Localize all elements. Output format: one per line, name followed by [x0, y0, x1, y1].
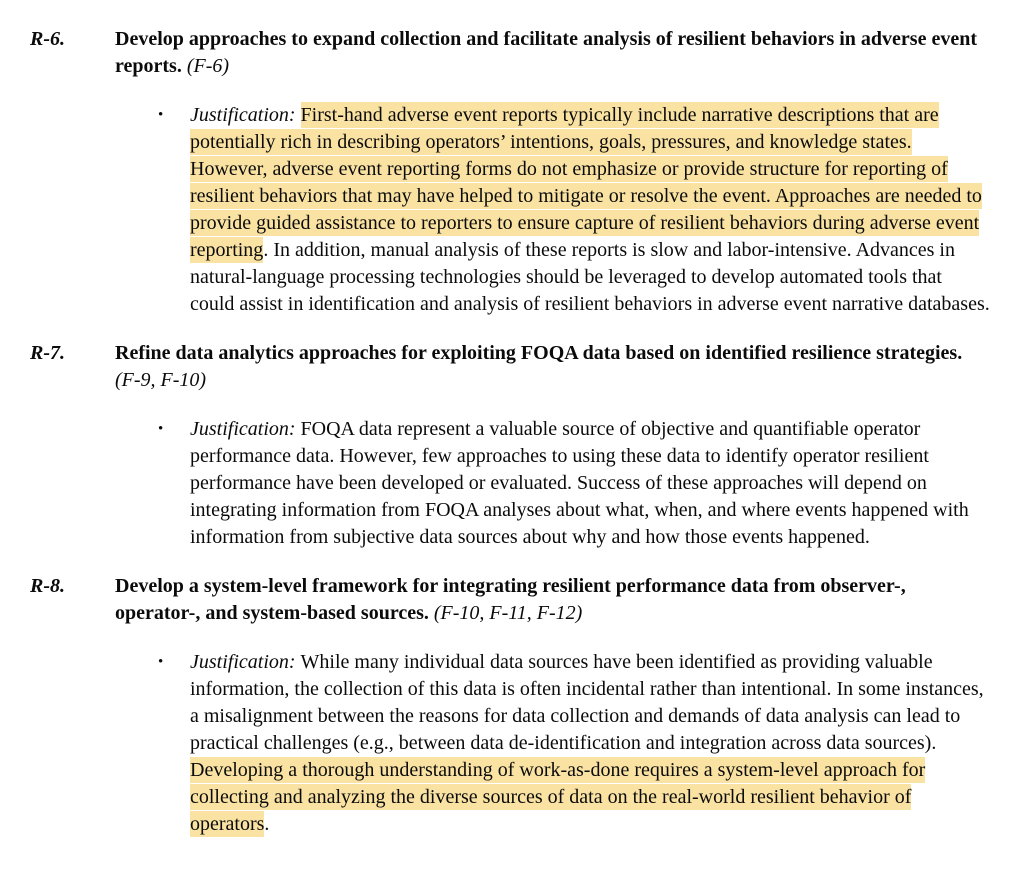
recommendation-section [30, 26, 990, 318]
heading-row [30, 573, 990, 627]
section-label: R-8. [30, 575, 65, 597]
justification-text [190, 649, 990, 838]
justification-label: Justification: [190, 104, 301, 126]
justification [158, 102, 990, 318]
section-heading [115, 573, 990, 627]
justification-text [190, 102, 990, 318]
justification-segments [190, 418, 969, 548]
highlighted-text-segment: First-hand adverse event reports typically include narrative descriptions that are potentially rich in describing operators’ intentions, goals, pressures, and knowledge states. However, adverse event reporting forms do not emphasize or provide structure for reporting of resilient behaviors that may have helped to mitigate or resolve the event. Approaches are needed to provide guided assistance to reporters to ensure capture of resilient behaviors during adverse event reporting [190, 104, 982, 261]
recommendation-section [30, 340, 990, 551]
bullet-icon: • [158, 421, 164, 437]
highlighted-text-segment: Developing a thorough understanding of work-as-done requires a system-level approach for collecting and analyzing the diverse sources of data on the real-world resilient behavior of operators [190, 759, 926, 835]
heading-ref: (F-6) [186, 55, 230, 77]
justification [158, 649, 990, 838]
heading-row [30, 26, 990, 80]
justification-segments [190, 651, 984, 837]
section-heading [115, 26, 990, 80]
text-segment: . [264, 813, 270, 835]
bullet-icon: • [158, 107, 164, 123]
heading-text: Develop a system-level framework for integrating resilient performance data from observer-, operator-, and system-based sources. [115, 575, 906, 624]
section-label: R-7. [30, 342, 65, 364]
justification [158, 416, 990, 551]
justification-label: Justification: [190, 418, 301, 440]
justification-segments [190, 102, 990, 315]
justification-label: Justification: [190, 651, 301, 673]
heading-text: Refine data analytics approaches for exploiting FOQA data based on identified resilience strategies. [115, 342, 963, 364]
recommendation-section [30, 573, 990, 838]
text-segment: FOQA data represent a valuable source of objective and quantifiable operator performance data. However, few approaches to using these data to identify operator resilient performance have been developed or evaluated. Success of these approaches will depend on integrating information from FOQA analyses about what, when, and where events happened with information from subjective data sources about why and how those events happened. [190, 418, 969, 548]
section-heading [115, 340, 990, 394]
heading-text: Develop approaches to expand collection and facilitate analysis of resilient behaviors in adverse event reports. [115, 28, 978, 77]
heading-ref: (F-10, F-11, F-12) [433, 602, 583, 624]
heading-ref: (F-9, F-10) [115, 369, 207, 391]
text-segment: While many individual data sources have been identified as providing valuable information, the collection of this data is often incidental rather than intentional. In some instances, a misalignment between the reasons for data collection and demands of data analysis can lead to practical challenges (e.g., between data de-identification and integration across data sources). [190, 651, 984, 754]
justification-text [190, 416, 990, 551]
text-segment: . In addition, manual analysis of these reports is slow and labor-intensive. Advances in natural-language processing technologies should be leveraged to develop automated tools that could assist in identification and analysis of resilient behaviors in adverse event narrative databases. [190, 239, 990, 315]
section-label: R-6. [30, 28, 65, 50]
bullet-icon: • [158, 654, 164, 670]
heading-row [30, 340, 990, 394]
